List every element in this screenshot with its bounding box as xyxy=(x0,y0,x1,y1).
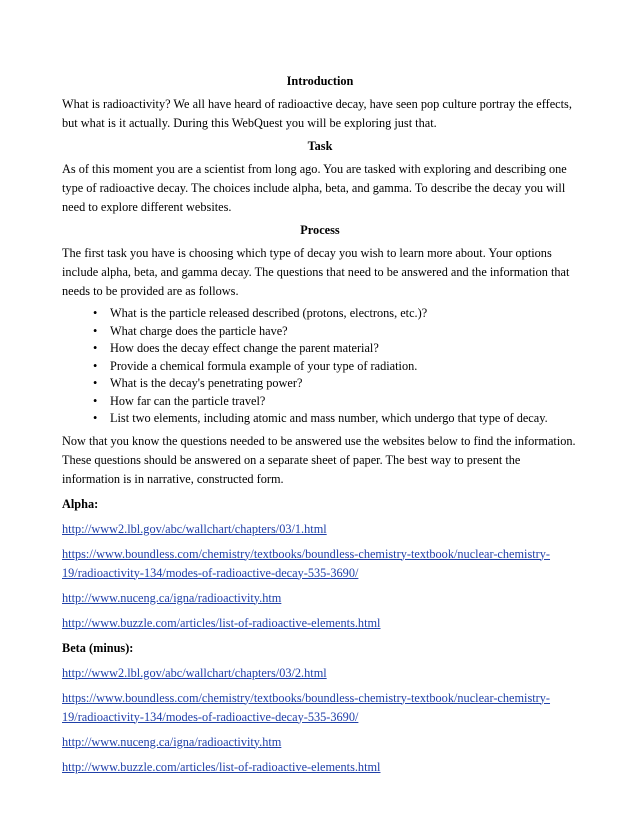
bullet-icon: • xyxy=(93,306,98,320)
beta-link-lbl[interactable]: http://www2.lbl.gov/abc/wallchart/chapters/03/2.html xyxy=(62,665,327,680)
bullet-icon: • xyxy=(93,341,98,355)
bullet-icon: • xyxy=(93,411,98,425)
question-list xyxy=(62,305,578,428)
document-page xyxy=(62,72,578,783)
list-item xyxy=(62,323,578,341)
alpha-link-lbl[interactable]: http://www2.lbl.gov/abc/wallchart/chapters/03/1.html xyxy=(62,521,327,536)
beta-link-buzzle[interactable]: http://www.buzzle.com/articles/list-of-radioactive-elements.html xyxy=(62,759,381,774)
question-text: How does the decay effect change the parent material? xyxy=(110,341,379,355)
alpha-link-nuceng[interactable]: http://www.nuceng.ca/igna/radioactivity.htm xyxy=(62,590,282,605)
task-text: As of this moment you are a scientist from long ago. You are tasked with exploring and describing one type of radioactive decay. The choices include alpha, beta, and gamma. To describe the decay you will need to explore different websites. xyxy=(62,162,567,214)
list-item xyxy=(62,358,578,376)
list-item xyxy=(62,393,578,411)
process-outro: Now that you know the questions needed to be answered use the websites below to find the information. These questions should be answered on a separate sheet of paper. The best way to present the information is in narrative, constructed form. xyxy=(62,433,576,486)
question-text: List two elements, including atomic and mass number, which undergo that type of decay. xyxy=(110,411,548,425)
bullet-icon: • xyxy=(93,358,98,373)
bullet-icon: • xyxy=(93,393,98,408)
alpha-link-buzzle[interactable]: http://www.buzzle.com/articles/list-of-radioactive-elements.html xyxy=(62,615,381,630)
beta-link-boundless[interactable]: https://www.boundless.com/chemistry/textbooks/boundless-chemistry-textbook/nuclear-chemistry-19/radioactivity-134/modes-of-radioactive-decay-535-3690/ xyxy=(62,690,551,724)
question-text: What is the decay's penetrating power? xyxy=(110,376,303,390)
bullet-icon: • xyxy=(93,376,98,390)
list-item xyxy=(62,305,578,323)
question-text: What is the particle released described (protons, electrons, etc.)? xyxy=(110,306,428,320)
bullet-icon: • xyxy=(93,323,98,338)
process-intro: The first task you have is choosing which type of decay you wish to learn more about. Your options include alpha, beta, and gamma decay. The questions that need to be answered and the information that needs to be provided are as follows. xyxy=(62,246,570,298)
list-item xyxy=(62,340,578,358)
alpha-link-boundless[interactable]: https://www.boundless.com/chemistry/textbooks/boundless-chemistry-textbook/nuclear-chemistry-19/radioactivity-134/modes-of-radioactive-decay-535-3690/ xyxy=(62,546,551,580)
list-item xyxy=(62,375,578,393)
beta-link-nuceng[interactable]: http://www.nuceng.ca/igna/radioactivity.htm xyxy=(62,734,282,749)
question-text: Provide a chemical formula example of your type of radiation. xyxy=(110,358,418,373)
question-text: What charge does the particle have? xyxy=(110,323,288,338)
introduction-heading: Introduction xyxy=(286,74,354,88)
alpha-heading: Alpha: xyxy=(62,496,99,511)
list-item xyxy=(62,410,578,428)
introduction-text: What is radioactivity? We all have heard of radioactive decay, have seen pop culture portray the effects, but what is it actually. During this WebQuest you will be exploring just that. xyxy=(62,97,572,130)
task-heading: Task xyxy=(307,139,333,153)
process-heading: Process xyxy=(300,223,340,237)
beta-heading: Beta (minus): xyxy=(62,640,134,655)
question-text: How far can the particle travel? xyxy=(110,393,266,408)
